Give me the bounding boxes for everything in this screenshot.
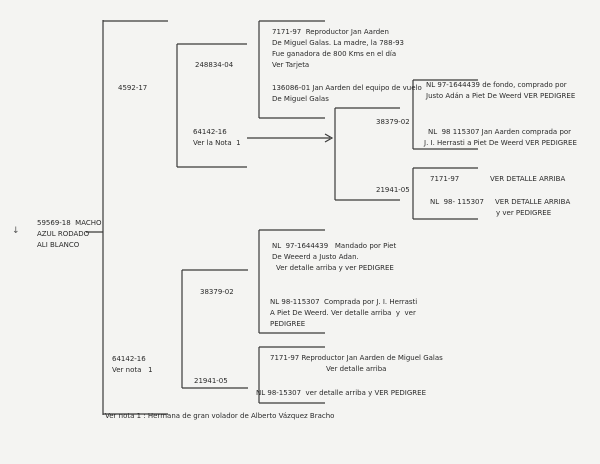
upper-38379-note-b2: J. I. Herrasti a Piet De Weerd VER PEDIGREE (424, 139, 577, 147)
sire-mother-id: 64142-16 (193, 128, 227, 136)
dam-id: 64142-16 (112, 355, 146, 363)
root-id: 59569-18 MACHO (37, 219, 102, 227)
upper-38379-note-a1: NL 97-1644439 de fondo, comprado por (426, 81, 567, 89)
lower-21941-note-a1: 7171-97 Reproductor Jan Aarden de Miguel Galas (270, 354, 443, 362)
lower-38379-note-a2: De Weeerd a Justo Adan. (272, 253, 359, 261)
sire-id: 4592-17 (118, 84, 148, 92)
dam-note-ref: Ver nota 1 (112, 366, 153, 374)
upper-21941-row1-right: VER DETALLE ARRIBA (490, 175, 566, 183)
scan-mark-icon: ↓ (12, 226, 20, 236)
footnote: Ver nota 1 : Hermana de gran volador de Alberto Vázquez Bracho (105, 412, 335, 420)
sire-mother-sire-note-2: De Miguel Galas (272, 95, 329, 103)
upper-38379-note-b1: NL 98 115307 Jan Aarden comprada por (428, 128, 572, 136)
lower-21941-note-a2: Ver detalle arriba (326, 365, 387, 373)
sire-mother-note-ref: Ver la Nota 1 (193, 139, 241, 147)
lower-38379-note-a1: NL 97-1644439 Mandado por Piet (272, 242, 397, 250)
lower-38379-note-b1: NL 98-115307 Comprada por J. I. Herrasti (270, 298, 418, 306)
lower-38379-note-b3: PEDIGREE (270, 320, 306, 328)
root-wing: ALI BLANCO (37, 241, 80, 249)
sire-mother-sire-note-1: 136086-01 Jan Aarden del equipo de vuelo (272, 84, 422, 92)
upper-21941-row2-right: VER DETALLE ARRIBA (495, 198, 571, 206)
lower-38379-note-a3: Ver detalle arriba y ver PEDIGREE (276, 264, 394, 272)
sire-father-note-1: 7171-97 Reproductor Jan Aarden (272, 28, 389, 36)
lower-38379-note-b2: A Piet De Weerd. Ver detalle arriba y ver (270, 309, 416, 317)
sire-father-note-4: Ver Tarjeta (272, 61, 310, 69)
upper-38379-id: 38379-02 (376, 118, 410, 126)
lower-21941-note-b: NL 98-15307 ver detalle arriba y VER PEDIGREE (256, 389, 426, 397)
upper-21941-row3: y ver PEDIGREE (496, 209, 552, 217)
sire-father-note-3: Fue ganadora de 800 Kms en el día (272, 50, 397, 58)
upper-21941-row1-left: 7171-97 (430, 175, 460, 183)
root-color: AZUL RODADO (37, 230, 90, 238)
sire-father-note-2: De Miguel Galas. La madre, la 788-93 (272, 39, 405, 47)
lower-21941-id: 21941-05 (194, 377, 228, 385)
upper-38379-note-a2: Justo Adán a Piet De Weerd VER PEDIGREE (426, 92, 576, 100)
lower-38379-id: 38379-02 (200, 288, 234, 296)
upper-21941-row2-left: NL 98- 115307 (430, 198, 484, 206)
sire-father-id: 248834-04 (195, 61, 234, 69)
upper-21941-id: 21941-05 (376, 186, 410, 194)
